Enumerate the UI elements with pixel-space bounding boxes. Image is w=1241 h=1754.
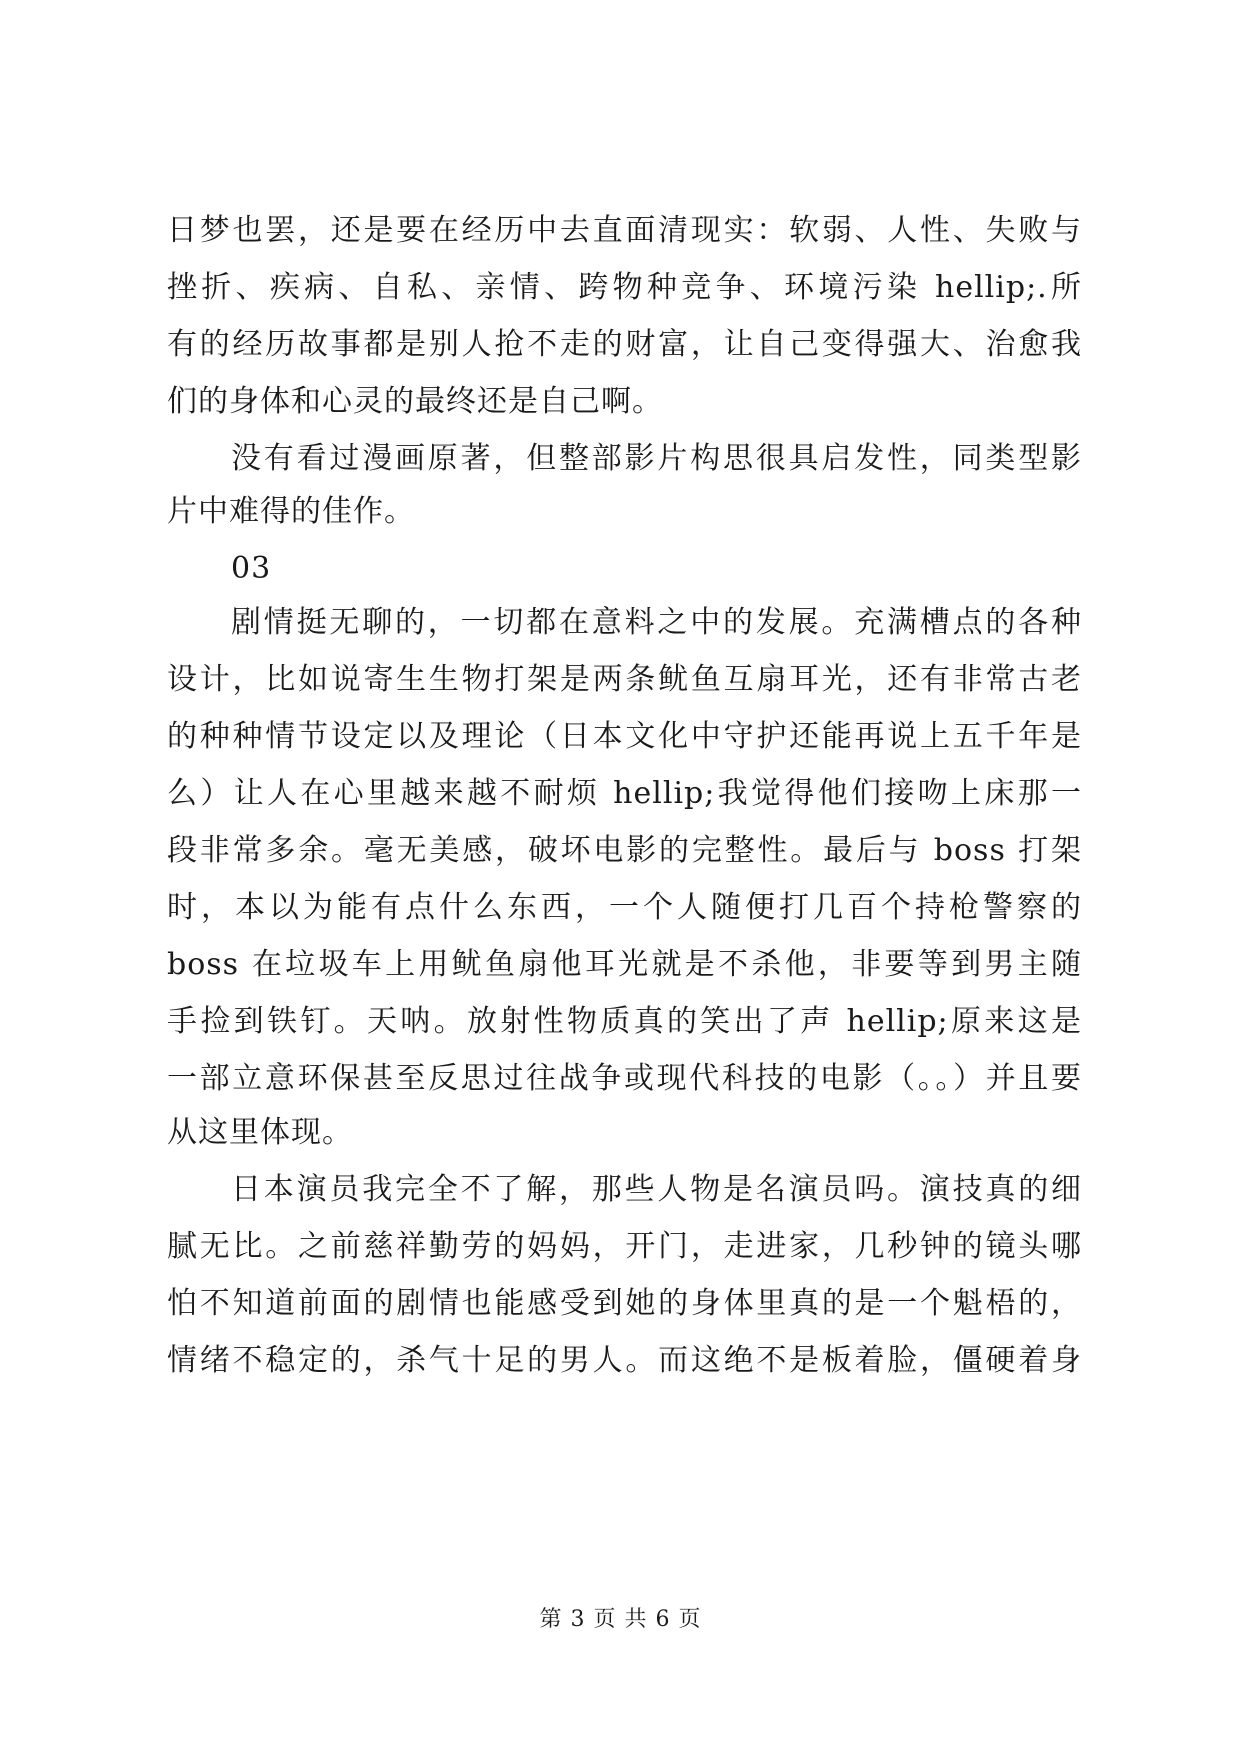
paragraph-line: 怕不知道前面的剧情也能感受到她的身体里真的是一个魁梧的， (167, 1286, 1082, 1321)
paragraph-line: 时，本以为能有点什么东西，一个人随便打几百个持枪警察的 (167, 890, 1082, 925)
paragraph-line: 么）让人在心里越来越不耐烦 hellip;我觉得他们接吻上床那一 (167, 776, 1082, 811)
paragraph-line: 片中难得的佳作。 (167, 494, 415, 529)
paragraph-line: 一部立意环保甚至反思过往战争或现代科技的电影（。。）并且要 (167, 1061, 1082, 1096)
paragraph-line: 剧情挺无聊的，一切都在意料之中的发展。充满槽点的各种 (231, 605, 1082, 640)
paragraph-line: 的种种情节设定以及理论（日本文化中守护还能再说上五千年是 (167, 719, 1082, 754)
paragraph-line: 日本演员我完全不了解，那些人物是名演员吗。演技真的细 (231, 1172, 1082, 1207)
paragraph-line: 挫折、疾病、自私、亲情、跨物种竞争、环境污染 hellip;.所 (167, 270, 1082, 305)
paragraph-line: 腻无比。之前慈祥勤劳的妈妈，开门，走进家，几秒钟的镜头哪 (167, 1229, 1082, 1264)
paragraph-line: 们的身体和心灵的最终还是自己啊。 (167, 384, 663, 419)
paragraph-line: 有的经历故事都是别人抢不走的财富，让自己变得强大、治愈我 (167, 327, 1082, 362)
paragraph-line: 手捡到铁钉。天呐。放射性物质真的笑出了声 hellip;原来这是 (167, 1004, 1082, 1039)
section-number: 03 (231, 551, 272, 586)
paragraph-line: 设计，比如说寄生生物打架是两条鱿鱼互扇耳光，还有非常古老 (167, 662, 1082, 697)
paragraph-line: 从这里体现。 (167, 1115, 353, 1150)
paragraph-line: boss 在垃圾车上用鱿鱼扇他耳光就是不杀他，非要等到男主随 (167, 947, 1082, 982)
paragraph-line: 日梦也罢，还是要在经历中去直面清现实：软弱、人性、失败与 (167, 213, 1082, 248)
paragraph-line: 情绪不稳定的，杀气十足的男人。而这绝不是板着脸，僵硬着身 (167, 1343, 1082, 1378)
paragraph-line: 段非常多余。毫无美感，破坏电影的完整性。最后与 boss 打架 (167, 833, 1082, 868)
paragraph-line: 没有看过漫画原著，但整部影片构思很具启发性，同类型影 (231, 441, 1082, 476)
page-footer: 第 3 页 共 6 页 (539, 1607, 702, 1632)
